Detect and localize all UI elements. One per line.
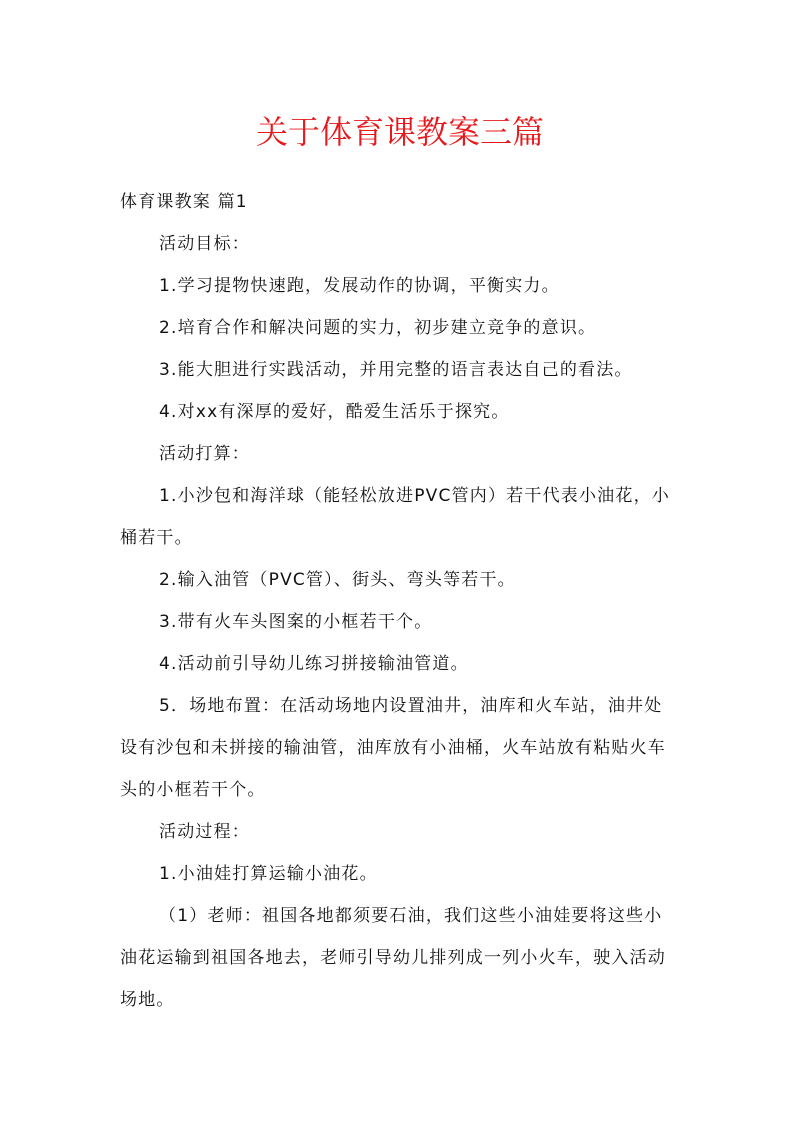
paragraph-line: 3.能大胆进行实践活动，并用完整的语言表达自己的看法。 <box>159 360 633 380</box>
paragraph-line: 油花运输到祖国各地去，老师引导幼儿排列成一列小火车，驶入活动 <box>120 948 666 968</box>
paragraph-line: 1.小油娃打算运输小油花。 <box>159 864 378 884</box>
paragraph-line: 头的小框若干个。 <box>120 780 266 800</box>
section-heading: 体育课教案 篇1 <box>120 192 248 212</box>
paragraph-line: 桶若干。 <box>120 528 193 548</box>
paragraph-line: 3.带有火车头图案的小框若干个。 <box>159 612 433 632</box>
paragraph-line: 1.学习提物快速跑，发展动作的协调，平衡实力。 <box>159 276 560 296</box>
paragraph-line: 设有沙包和未拼接的输油管，油库放有小油桶，火车站放有粘贴火车 <box>120 738 666 758</box>
paragraph-line: 活动打算： <box>159 444 250 464</box>
paragraph-line: 活动过程： <box>159 822 250 842</box>
paragraph-line: （1）老师：祖国各地都须要石油，我们这些小油娃要将这些小 <box>159 906 663 926</box>
paragraph-line: 场地。 <box>120 990 175 1010</box>
paragraph-line: 4.活动前引导幼儿练习拼接输油管道。 <box>159 654 469 674</box>
paragraph-line: 2.培育合作和解决问题的实力，初步建立竞争的意识。 <box>159 318 597 338</box>
paragraph-line: 4.对xx有深厚的爱好，酷爱生活乐于探究。 <box>159 402 510 422</box>
paragraph-line: 2.输入油管（PVC管）、街头、弯头等若干。 <box>159 570 516 590</box>
paragraph-line: 1.小沙包和海洋球（能轻松放进PVC管内）若干代表小油花，小 <box>159 486 670 506</box>
paragraph-line: 活动目标： <box>159 234 250 254</box>
paragraph-line: 5．场地布置：在活动场地内设置油井，油库和火车站，油井处 <box>159 696 663 716</box>
document-title: 关于体育课教案三篇 <box>255 113 544 151</box>
